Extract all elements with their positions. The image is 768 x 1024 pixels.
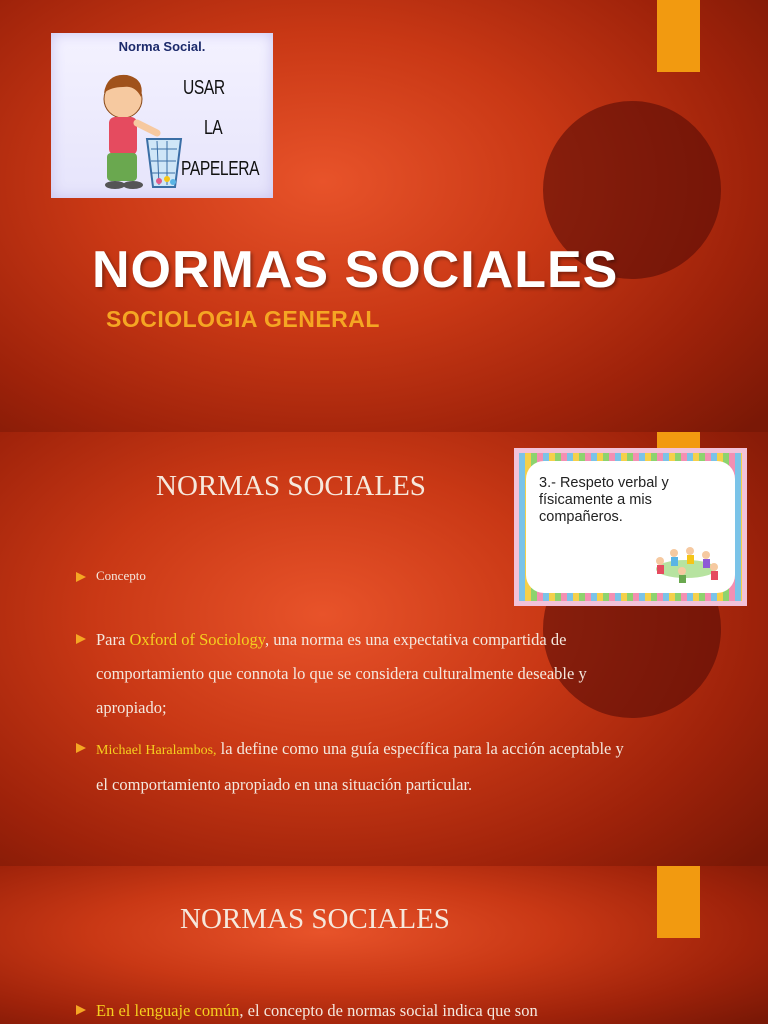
- image-line-papelera: PAPELERA: [181, 158, 260, 180]
- accent-bar: [657, 0, 700, 72]
- bullet-lenguaje-comun: En el lenguaje común, el concepto de normas social indica que son: [76, 994, 636, 1024]
- haralambos-highlight: Michael Haralambos,: [96, 743, 217, 758]
- slide-1: [0, 0, 768, 432]
- bullet-oxford: Para Oxford of Sociology, una norma es una expectativa compartida de comportamiento que connota lo que se considera culturalmente deseable y apropiado;: [76, 623, 636, 725]
- bullet-haralambos: Michael Haralambos, la define como una guía específica para la acción aceptable y el comportamiento apropiado en una situación particular.: [76, 732, 636, 802]
- section-heading: NORMAS SOCIALES: [180, 903, 450, 935]
- accent-bar: [657, 866, 700, 938]
- slide-3: [0, 866, 768, 1024]
- norma-social-image: [51, 33, 273, 198]
- image-title: Norma Social.: [118, 39, 206, 54]
- child-with-trash-bin-icon: [87, 59, 187, 209]
- image-line-la: LA: [204, 117, 223, 139]
- slide-2: [0, 432, 768, 866]
- slide-title: NORMAS SOCIALES: [92, 241, 619, 299]
- section-heading: NORMAS SOCIALES: [156, 470, 426, 502]
- image-caption: 3.- Respeto verbal y físicamente a mis compañeros.: [539, 475, 669, 525]
- slide-subtitle: SOCIOLOGIA GENERAL: [106, 306, 380, 332]
- oxford-highlight: Oxford of Sociology: [129, 630, 265, 649]
- bullet-concepto: Concepto: [76, 568, 636, 584]
- image-line-usar: USAR: [183, 77, 225, 99]
- lenguaje-highlight: En el lenguaje común: [96, 1001, 240, 1020]
- children-circle-icon: [646, 543, 726, 583]
